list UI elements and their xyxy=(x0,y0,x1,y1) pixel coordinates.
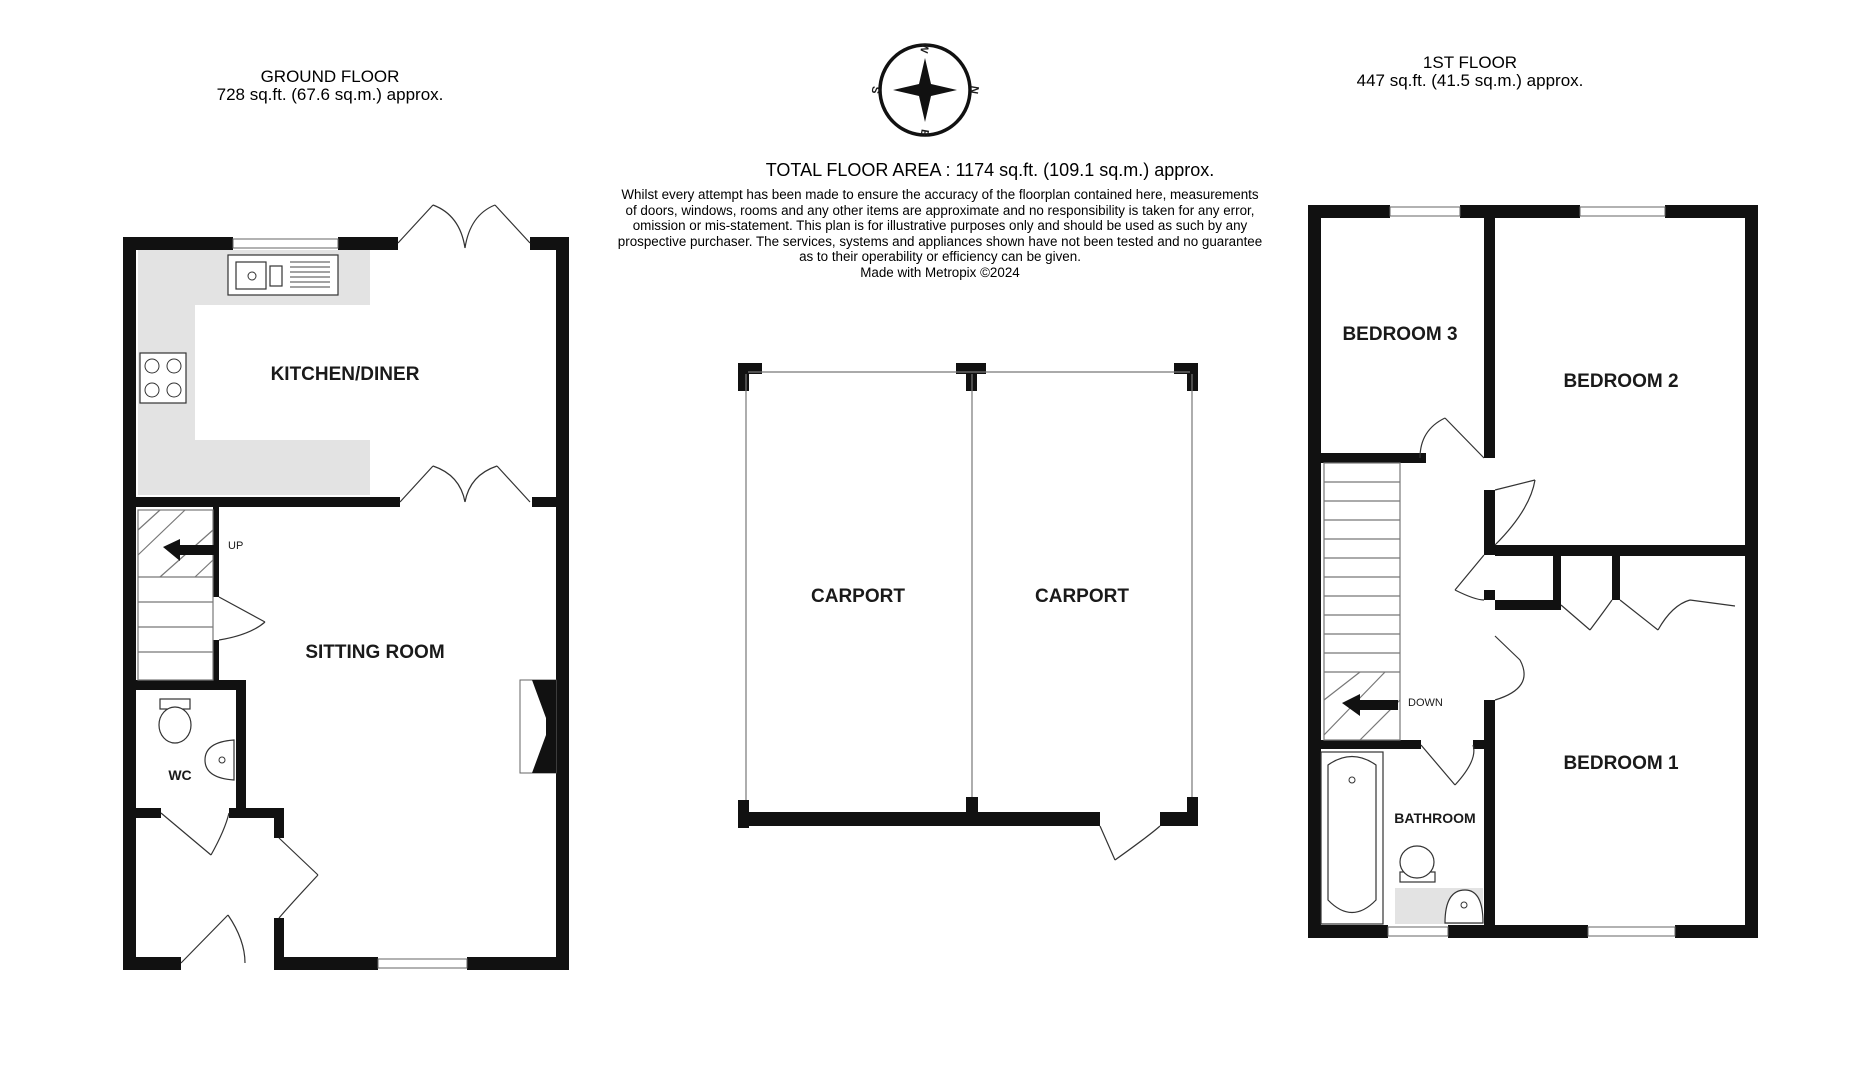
first-floor-title: 1ST FLOOR xyxy=(1422,53,1518,72)
stairs-arrow-icon xyxy=(1342,694,1398,716)
window xyxy=(1390,207,1460,216)
wall xyxy=(530,237,569,250)
wall xyxy=(1553,556,1561,610)
compass-n-label: N xyxy=(967,84,981,95)
post xyxy=(738,363,749,391)
wall xyxy=(1484,700,1495,925)
window xyxy=(378,959,467,968)
wall xyxy=(1308,205,1390,218)
room-label-bedroom-3: BEDROOM 3 xyxy=(1342,324,1458,345)
toilet-icon xyxy=(1400,846,1435,882)
wall xyxy=(1612,556,1620,600)
room-label-carport-1: CARPORT xyxy=(811,586,905,607)
post xyxy=(966,797,978,817)
room-label-bedroom-1: BEDROOM 1 xyxy=(1563,753,1679,774)
compass-icon xyxy=(868,42,980,138)
compass-w-label: W xyxy=(917,41,931,54)
disclaimer-line: of doors, windows, rooms and any other items are approximate and no responsibility is taken for any error, xyxy=(625,202,1255,218)
wall xyxy=(1495,600,1557,610)
disclaimer-line: omission or mis-statement. This plan is for illustrative purposes only and should be used as such by any xyxy=(632,218,1248,234)
wall xyxy=(123,680,246,690)
wall xyxy=(1321,453,1426,463)
wall xyxy=(1308,205,1321,938)
ground-floor-title: GROUND FLOOR xyxy=(260,67,400,86)
wall xyxy=(123,497,400,507)
room-label-bathroom: BATHROOM xyxy=(1394,810,1476,826)
wall xyxy=(1665,205,1758,218)
wall xyxy=(1321,740,1421,749)
sink-icon xyxy=(228,255,338,295)
compass-s-label: S xyxy=(868,85,882,95)
first-floor-area: 447 sq.ft. (41.5 sq.m.) approx. xyxy=(1356,71,1584,90)
carport-plan xyxy=(738,363,1198,860)
post xyxy=(1187,797,1198,826)
wall xyxy=(278,957,378,970)
wall xyxy=(1484,590,1495,600)
bath-icon xyxy=(1321,752,1383,924)
wall xyxy=(556,237,569,970)
room-label-carport-2: CARPORT xyxy=(1035,586,1129,607)
stairs-down-label: DOWN xyxy=(1408,697,1443,709)
wall xyxy=(123,237,233,250)
ground-floor-plan xyxy=(123,205,569,970)
room-label-bedroom-2: BEDROOM 2 xyxy=(1563,371,1679,392)
stairs-up-label: UP xyxy=(228,540,244,552)
toilet-icon xyxy=(159,699,191,743)
wall xyxy=(467,957,569,970)
wall xyxy=(213,640,219,686)
wall xyxy=(123,957,181,970)
room-label-kitchen-diner: KITCHEN/DINER xyxy=(270,364,420,385)
wall xyxy=(1484,490,1495,555)
wall xyxy=(1308,925,1388,938)
stairs xyxy=(1324,463,1400,740)
wall xyxy=(274,808,284,838)
total-floor-area: TOTAL FLOOR AREA : 1174 sq.ft. (109.1 sq.m.) approx. xyxy=(765,160,1215,180)
room-label-wc: WC xyxy=(168,767,192,783)
wall xyxy=(123,237,136,970)
wall xyxy=(1460,205,1580,218)
door-icon xyxy=(1420,418,1735,785)
wall xyxy=(1448,925,1588,938)
window xyxy=(1588,927,1675,936)
wall xyxy=(1484,218,1495,458)
wall xyxy=(338,237,398,250)
wall xyxy=(1495,545,1745,556)
window xyxy=(1580,207,1665,216)
wall xyxy=(532,497,569,507)
wall xyxy=(1745,205,1758,938)
window xyxy=(1388,927,1448,936)
compass-e-label: E xyxy=(917,128,931,138)
door-icon xyxy=(1100,826,1160,860)
first-floor-plan xyxy=(1308,205,1758,938)
wall xyxy=(123,808,161,818)
disclaimer-line: Whilst every attempt has been made to ensure the accuracy of the floorplan contained here, measurements xyxy=(621,187,1259,202)
wall xyxy=(738,812,1100,826)
hob-icon xyxy=(140,353,186,403)
disclaimer-line: prospective purchaser. The services, systems and appliances shown have not been tested and no guarantee xyxy=(617,233,1263,249)
wall xyxy=(274,918,284,970)
stairs-arrow-icon xyxy=(163,539,215,561)
wall xyxy=(1675,925,1758,938)
basin-icon xyxy=(205,740,234,780)
credit: Made with Metropix ©2024 xyxy=(860,265,1020,280)
disclaimer-line: as to their operability or efficiency can be given. xyxy=(799,249,1081,265)
wall xyxy=(236,680,246,808)
stairs xyxy=(138,510,215,680)
ground-floor-area: 728 sq.ft. (67.6 sq.m.) approx. xyxy=(216,85,444,104)
window xyxy=(233,239,338,248)
room-label-sitting-room: SITTING ROOM xyxy=(305,642,445,663)
wall xyxy=(1473,740,1495,749)
